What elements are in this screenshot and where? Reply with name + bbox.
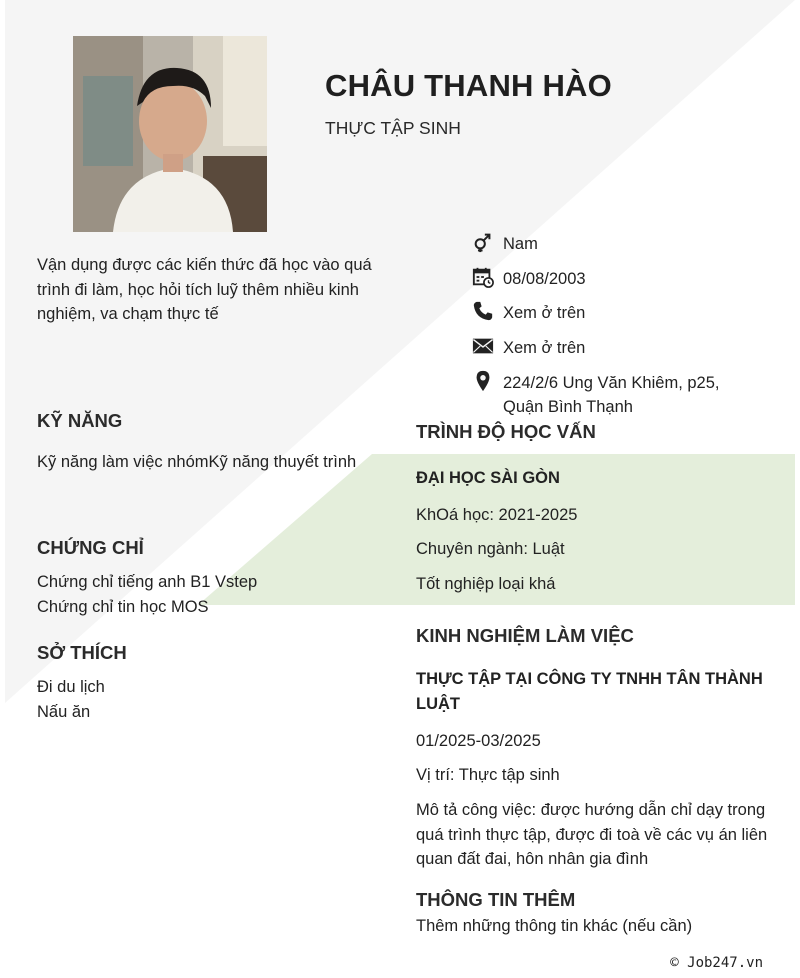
experience-company: THỰC TẬP TẠI CÔNG TY TNHH TÂN THÀNH LUẬT (416, 670, 763, 713)
hobby-item: Đi du lịch (37, 678, 105, 696)
education-title: TRÌNH ĐỘ HỌC VẤN (416, 421, 596, 442)
contact-address (472, 370, 772, 420)
address-value: 224/2/6 Ung Văn Khiêm, p25, Quận Bình Thạnh (503, 373, 720, 417)
phone-value: Xem ở trên (503, 304, 586, 323)
calendar-icon (472, 266, 494, 288)
contact-phone (472, 300, 772, 335)
contact-email (472, 335, 772, 370)
education-period: KhOá học: 2021-2025 (416, 506, 578, 524)
additional-text: Thêm những thông tin khác (nếu cần) (416, 917, 693, 935)
additional-title: THÔNG TIN THÊM (416, 889, 576, 910)
skills-text: Kỹ năng làm việc nhómKỹ năng thuyết trình (37, 453, 357, 471)
skills-title: KỸ NĂNG (37, 410, 123, 431)
location-icon (472, 370, 494, 392)
experience-description: Mô tả công việc: được hướng dẫn chỉ dạy trong quá trình thực tập, được đi toà về các vụ án liên quan đất đai, hôn nhân gia đình (416, 801, 768, 868)
gender-value: Nam (503, 235, 538, 253)
contact-dob (472, 266, 772, 301)
experience-title: KINH NGHIỆM LÀM VIỆC (416, 625, 634, 646)
certificates-title: CHỨNG CHỈ (37, 537, 144, 558)
hobbies-title: SỞ THÍCH (37, 642, 127, 663)
profile-photo (73, 36, 267, 232)
email-icon (472, 335, 494, 357)
education-major: Chuyên ngành: Luật (416, 540, 565, 558)
gender-icon (472, 231, 494, 253)
phone-icon (472, 300, 494, 322)
contact-gender (472, 231, 772, 266)
job-title: THỰC TẬP SINH (325, 118, 461, 138)
career-objective: Vận dụng được các kiến thức đã học vào quá trình đi làm, học hỏi tích luỹ thêm nhiều kinh nghiệm, va chạm thực tế (37, 256, 372, 323)
education-grade: Tốt nghiệp loại khá (416, 575, 556, 593)
footer-copyright: © Job247.vn (670, 955, 763, 971)
hobby-item: Nấu ăn (37, 703, 91, 721)
experience-period: 01/2025-03/2025 (416, 732, 541, 750)
dob-value: 08/08/2003 (503, 269, 586, 288)
certificate-item: Chứng chỉ tin học MOS (37, 598, 209, 616)
experience-position: Vị trí: Thực tập sinh (416, 766, 560, 784)
contact-info (472, 231, 772, 420)
email-value: Xem ở trên (503, 339, 586, 358)
education-school: ĐẠI HỌC SÀI GÒN (416, 469, 560, 487)
candidate-name: CHÂU THANH HÀO (325, 68, 612, 103)
certificate-item: Chứng chỉ tiếng anh B1 Vstep (37, 573, 258, 591)
